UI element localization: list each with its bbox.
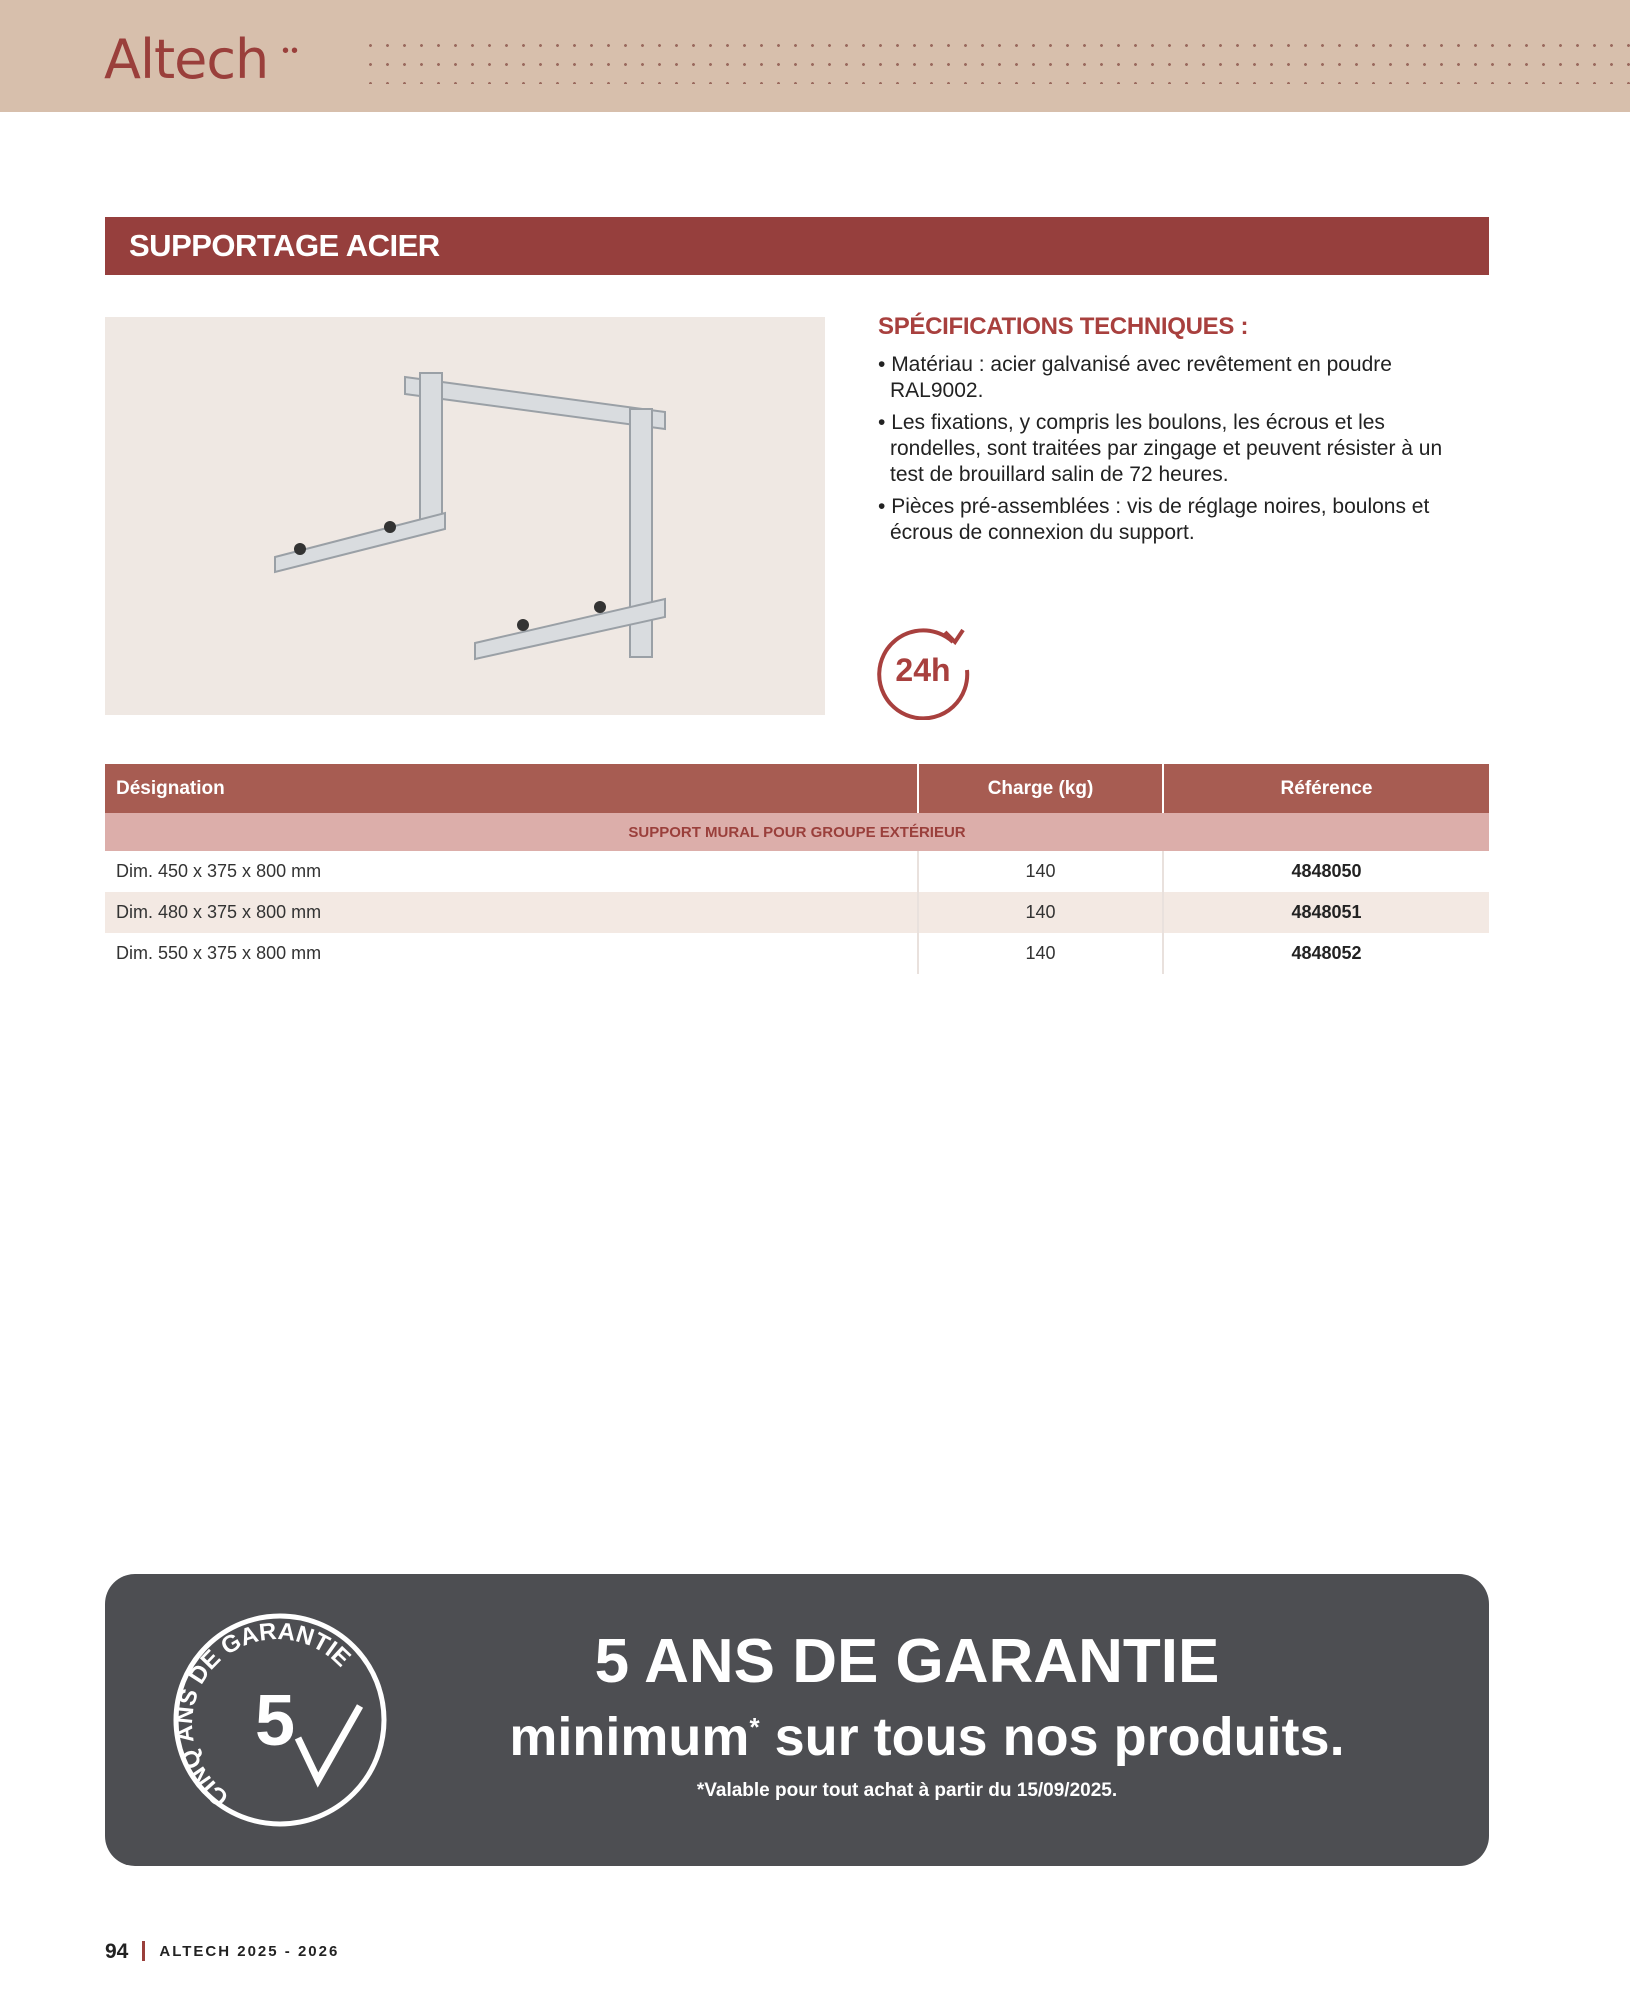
altech-logo: Altech [104, 28, 269, 91]
page-header [0, 0, 1630, 112]
section-title: SUPPORTAGE ACIER [105, 217, 1489, 275]
product-image [105, 317, 825, 715]
charge-cell: 140 [918, 851, 1163, 892]
subtitle-rest: sur tous nos produits. [759, 1707, 1345, 1767]
spec-item: • Matériau : acier galvanisé avec revêtement en poudre RAL9002. [878, 352, 1478, 404]
subtitle-minimum: minimum [509, 1707, 750, 1767]
dot-pattern [362, 36, 1630, 84]
seal-text: CINQ ANS DE GARANTIE [170, 1618, 356, 1812]
group-label: SUPPORT MURAL POUR GROUPE EXTÉRIEUR [105, 813, 1489, 851]
seal-number: 5 [254, 1681, 296, 1761]
badge-label: 24h [895, 652, 951, 688]
footer-divider [142, 1941, 145, 1961]
table-row [105, 892, 1489, 933]
specs-heading: SPÉCIFICATIONS TECHNIQUES : [878, 313, 1249, 340]
page-number: 94 [105, 1940, 129, 1963]
banner-title: 5 ANS DE GARANTIE [594, 1627, 1220, 1696]
reference-cell: 4848050 [1163, 851, 1489, 892]
page-footer [105, 1940, 339, 1964]
charge-cell: 140 [918, 892, 1163, 933]
spec-item: • Pièces pré-assemblées : vis de réglage noires, boulons et écrous de connexion du support. [878, 494, 1478, 546]
product-table [105, 764, 1489, 974]
reference-cell: 4848052 [1163, 933, 1489, 974]
logo-dots: •• [282, 40, 301, 62]
edition-label: ALTECH 2025 - 2026 [159, 1943, 340, 1960]
header-charge: Charge (kg) [918, 764, 1163, 813]
designation-cell: Dim. 550 x 375 x 800 mm [116, 943, 322, 963]
spec-item: • Les fixations, y compris les boulons, les écrous et les rondelles, sont traitées par zingage et peuvent résister à un test de brouillard salin de 72 heures. [878, 410, 1478, 488]
header-designation: Désignation [105, 764, 918, 813]
table-row [105, 933, 1489, 974]
24h-delivery-icon [875, 620, 975, 720]
charge-cell: 140 [918, 933, 1163, 974]
banner-subtitle [105, 1706, 1489, 1768]
header-reference: Référence [1163, 764, 1489, 813]
reference-cell: 4848051 [1163, 892, 1489, 933]
specs-list [878, 352, 1478, 552]
warranty-banner [105, 1574, 1489, 1866]
table-row [105, 851, 1489, 892]
designation-cell: Dim. 450 x 375 x 800 mm [116, 861, 322, 881]
designation-cell: Dim. 480 x 375 x 800 mm [105, 892, 918, 933]
asterisk: * [749, 1712, 760, 1742]
banner-note: *Valable pour tout achat à partir du 15/09/2025. [696, 1780, 1118, 1801]
